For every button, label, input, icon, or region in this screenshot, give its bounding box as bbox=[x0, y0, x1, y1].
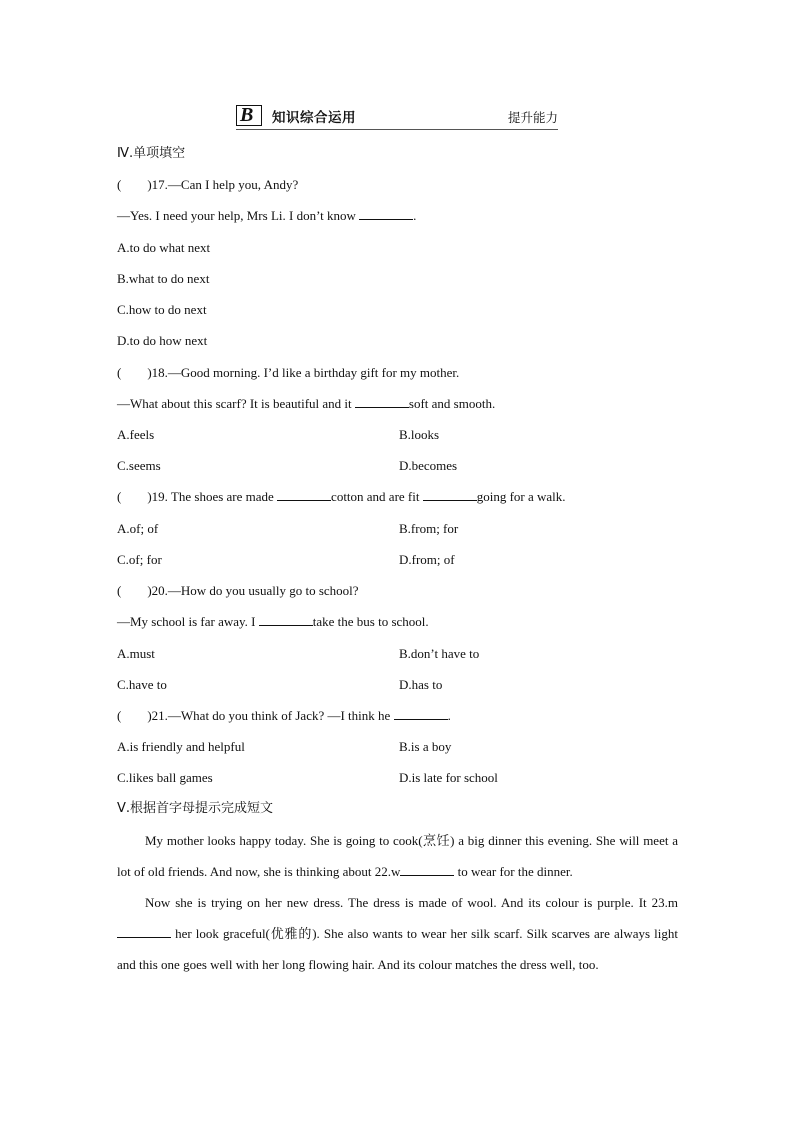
q20-option-c: C.have to bbox=[117, 677, 167, 692]
q21-option-d: D.is late for school bbox=[399, 770, 498, 785]
q19-option-b: B.from; for bbox=[399, 521, 459, 536]
q17-option-c: C.how to do next bbox=[117, 302, 207, 317]
cloze-passage bbox=[117, 825, 678, 980]
section-5-title: Ⅴ.根据首字母提示完成短文 bbox=[117, 801, 274, 816]
answer-blank bbox=[355, 396, 409, 408]
q18-option-a: A.feels bbox=[117, 427, 155, 442]
q19-option-c: C.of; for bbox=[117, 552, 162, 567]
q18-stem: ( )18.—Good morning. I’d like a birthday gift for my mother. bbox=[117, 365, 460, 380]
q19-option-a: A.of; of bbox=[117, 521, 159, 536]
q20-reply: —My school is far away. I take the bus to school. bbox=[117, 614, 429, 629]
q21-option-a: A.is friendly and helpful bbox=[117, 739, 245, 754]
q19-option-d: D.from; of bbox=[399, 552, 455, 567]
q21-option-c: C.likes ball games bbox=[117, 770, 213, 785]
answer-blank bbox=[400, 864, 454, 876]
q21-option-b: B.is a boy bbox=[399, 739, 452, 754]
answer-blank bbox=[117, 926, 171, 938]
q18-option-b: B.looks bbox=[399, 427, 440, 442]
q17-option-b: B.what to do next bbox=[117, 271, 210, 286]
banner-subtitle: 提升能力 bbox=[507, 110, 558, 125]
q17-stem: ( )17.—Can I help you, Andy? bbox=[117, 177, 299, 192]
q19-stem: ( )19. The shoes are made cotton and are fit going for a walk. bbox=[117, 489, 566, 504]
answer-blank bbox=[394, 708, 448, 720]
q20-option-b: B.don’t have to bbox=[399, 646, 480, 661]
answer-blank bbox=[423, 489, 477, 501]
passage-paragraph-1: My mother looks happy today. She is going to cook(烹饪) a big dinner this evening. She will meet a lot of old friends. And now, she is thinking about 22.w to wear for the dinner. bbox=[117, 833, 678, 879]
section-4-title: Ⅳ.单项填空 bbox=[117, 146, 186, 161]
q17-option-a: A.to do what next bbox=[117, 240, 211, 255]
q17-option-d: D.to do how next bbox=[117, 333, 208, 348]
answer-blank bbox=[359, 208, 413, 220]
q18-option-d: D.becomes bbox=[399, 458, 458, 473]
q18-option-c: C.seems bbox=[117, 458, 161, 473]
q20-option-a: A.must bbox=[117, 646, 155, 661]
section-banner bbox=[236, 103, 558, 130]
q21-stem: ( )21.—What do you think of Jack? —I think he . bbox=[117, 708, 451, 723]
banner-title: 知识综合运用 bbox=[272, 110, 356, 126]
answer-blank bbox=[277, 489, 331, 501]
b-badge-icon: B bbox=[236, 105, 262, 126]
q18-reply: —What about this scarf? It is beautiful and it soft and smooth. bbox=[117, 396, 496, 411]
q17-reply: —Yes. I need your help, Mrs Li. I don’t know . bbox=[117, 208, 417, 223]
q20-option-d: D.has to bbox=[399, 677, 443, 692]
q20-stem: ( )20.—How do you usually go to school? bbox=[117, 583, 359, 598]
passage-paragraph-2: Now she is trying on her new dress. The dress is made of wool. And its colour is purple. It 23.m her look graceful(优雅的). She also wants to wear her silk scarf. Silk scarves are always light and this one goes well with her long flowing hair. And its colour matches the dress well, too. bbox=[117, 895, 678, 972]
answer-blank bbox=[259, 614, 313, 626]
